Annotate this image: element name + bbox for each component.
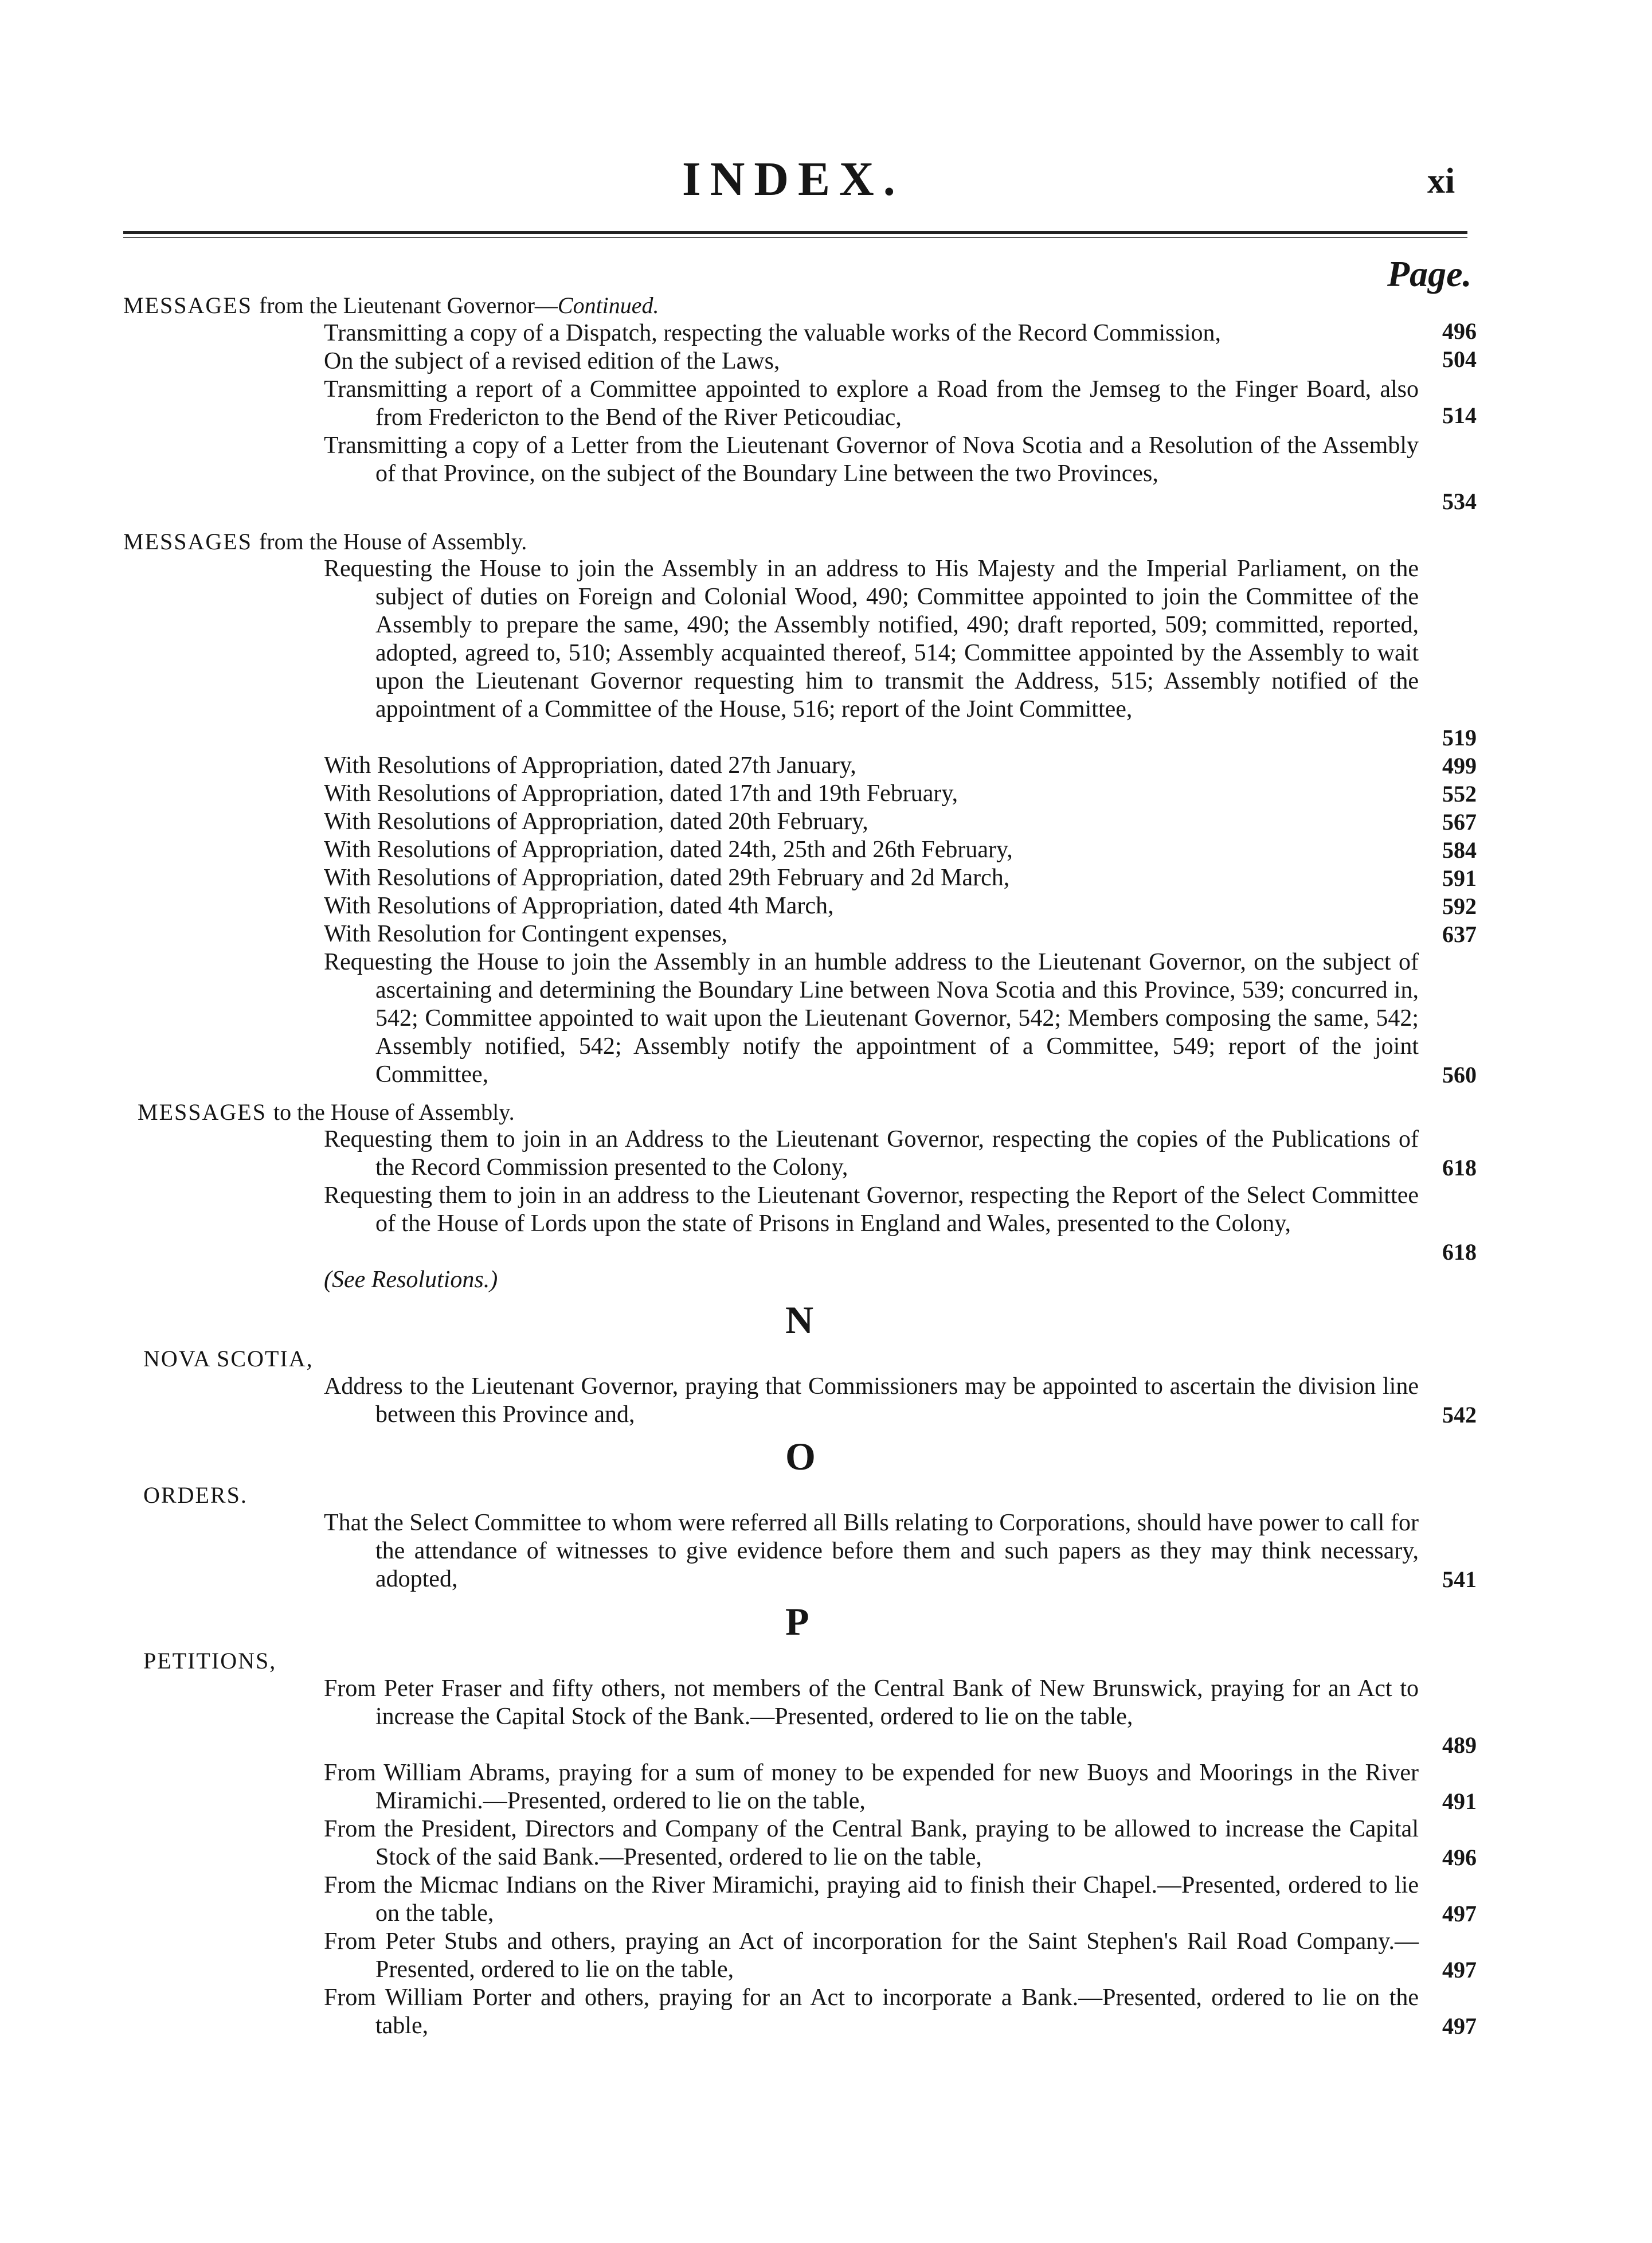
index-entry xyxy=(324,1759,1419,1815)
index-entry xyxy=(324,1373,1419,1429)
entry-page: 489 xyxy=(1442,1732,1477,1758)
entry-text: With Resolutions of Appropriation, dated 29th February and 2d March, xyxy=(324,865,1010,891)
heading-word: MESSAGES xyxy=(123,529,252,554)
entry-page: 499 xyxy=(1442,753,1477,779)
entry-page: 496 xyxy=(1442,318,1477,344)
entry-text: Transmitting a copy of a Dispatch, respecting the valuable works of the Record Commission, xyxy=(324,320,1221,346)
entry-text: With Resolutions of Appropriation, dated 24th, 25th and 26th February, xyxy=(324,837,1013,863)
header-rule-thin xyxy=(123,237,1467,238)
entry-text: Transmitting a report of a Committee appointed to explore a Road from the Jemseg to the Finger Board, also from Fredericton to the Bend of the River Peticoudiac, xyxy=(324,376,1419,431)
entry-text: From Peter Stubs and others, praying an Act of incorporation for the Saint Stephen's Rail Road Company.—Presented, ordered to lie on the table, xyxy=(324,1928,1419,1983)
heading-suffix: from the Lieutenant Governor— xyxy=(259,292,558,318)
heading-word: MESSAGES xyxy=(138,1099,267,1125)
entry-text: On the subject of a revised edition of the Laws, xyxy=(324,348,780,374)
index-entry xyxy=(324,1815,1419,1871)
entry-page: 504 xyxy=(1442,346,1477,372)
entry-text: That the Select Committee to whom were referred all Bills relating to Corporations, should have power to call for the attendance of witnesses to give evidence before them and such papers as they may think necessary, adopted, xyxy=(324,1510,1419,1592)
heading-suffix: to the House of Assembly. xyxy=(273,1099,515,1125)
entry-text: Requesting them to join in an address to the Lieutenant Governor, respecting the Report of the Select Committee of the House of Lords upon the state of Prisons in England and Wales, presented to the Colony, xyxy=(324,1182,1419,1237)
entry-text: With Resolutions of Appropriation, dated 17th and 19th February, xyxy=(324,780,958,807)
entry-page: 497 xyxy=(1442,2013,1477,2039)
section-letter: P xyxy=(785,1600,809,1643)
entry-page: 567 xyxy=(1442,809,1477,835)
section-heading xyxy=(143,1345,314,1373)
heading-word: MESSAGES xyxy=(123,292,252,318)
entry-text: Requesting them to join in an Address to the Lieutenant Governor, respecting the copies of the Publications of the Record Commission presented to the Colony, xyxy=(324,1126,1419,1181)
heading-word: ORDERS. xyxy=(143,1482,248,1508)
heading-word: PETITIONS, xyxy=(143,1648,277,1674)
entry-text: From Peter Fraser and fifty others, not members of the Central Bank of New Brunswick, praying for an Act to increase the Capital Stock of the Bank.—Presented, ordered to lie on the table, xyxy=(324,1675,1419,1730)
entry-page: 618 xyxy=(1442,1239,1477,1265)
index-entry xyxy=(324,864,1419,892)
section-heading xyxy=(143,1647,276,1675)
entry-text: Requesting the House to join the Assembly in an humble address to the Lieutenant Governor, on the subject of ascertaining and determining the Boundary Line between Nova Scotia and this Province, 539; concurred in, 542; Committee appointed to wait upon the Lieutenant Governor, 542; Members composing the same, 542; Assembly notified, 542; Assembly notify the appointment of a Committee, 549; report of the joint Committee, xyxy=(324,949,1419,1088)
entry-text: With Resolutions of Appropriation, dated 20th February, xyxy=(324,808,868,835)
index-entry xyxy=(324,948,1419,1089)
index-entry xyxy=(324,808,1419,836)
entry-text: From William Porter and others, praying for an Act to incorporate a Bank.—Presented, ordered to lie on the table, xyxy=(324,1984,1419,2039)
entry-text: From William Abrams, praying for a sum of money to be expended for new Buoys and Moorings in the River Miramichi.—Presented, ordered to lie on the table, xyxy=(324,1760,1419,1814)
index-entry xyxy=(324,347,1419,376)
index-entry xyxy=(324,752,1419,780)
entry-text: With Resolution for Contingent expenses, xyxy=(324,921,728,947)
index-entry xyxy=(324,892,1419,920)
index-entry xyxy=(324,432,1419,488)
index-entry xyxy=(324,1871,1419,1928)
entry-page: 541 xyxy=(1442,1566,1477,1592)
entry-text: Transmitting a copy of a Letter from the Lieutenant Governor of Nova Scotia and a Resolution of the Assembly of that Province, on the subject of the Boundary Line between the two Provinces, xyxy=(324,432,1419,487)
index-entry xyxy=(324,1675,1419,1731)
section-heading xyxy=(143,1481,248,1509)
index-entry xyxy=(324,555,1419,724)
index-entry xyxy=(324,780,1419,808)
see-also-note: (See Resolutions.) xyxy=(324,1267,498,1293)
heading-suffix: from the House of Assembly. xyxy=(259,529,527,554)
index-entry xyxy=(324,1928,1419,1984)
entry-page: 637 xyxy=(1442,921,1477,947)
entry-page: 497 xyxy=(1442,1901,1477,1927)
entry-text: With Resolutions of Appropriation, dated 27th January, xyxy=(324,752,856,779)
heading-continued: Continued. xyxy=(557,292,659,318)
entry-page: 542 xyxy=(1442,1402,1477,1428)
entry-page: 560 xyxy=(1442,1062,1477,1088)
entry-page: 491 xyxy=(1442,1788,1477,1814)
section-letter: N xyxy=(785,1298,814,1342)
heading-word: NOVA SCOTIA, xyxy=(143,1346,314,1371)
entry-text: Address to the Lieutenant Governor, praying that Commissioners may be appointed to ascertain the division line between this Province and, xyxy=(324,1373,1419,1428)
entry-page: 496 xyxy=(1442,1845,1477,1870)
entry-page: 592 xyxy=(1442,893,1477,919)
entry-page: 552 xyxy=(1442,781,1477,807)
entry-page: 618 xyxy=(1442,1155,1477,1181)
section-letter: O xyxy=(785,1435,816,1478)
index-entry xyxy=(324,319,1419,347)
index-entry xyxy=(324,376,1419,432)
entry-text: Requesting the House to join the Assembly in an address to His Majesty and the Imperial Parliament, on the subject of duties on Foreign and Colonial Wood, 490; Committee appointed to join the Committee of the Assembly to prepare the same, 490; the Assembly notified, 490; draft reported, 509; committed, reported, adopted, agreed to, 510; Assembly acquainted thereof, 514; Committee appointed by the Assembly to wait upon the Lieutenant Governor requesting him to transmit the Address, 515; Assembly notified of the appointment of a Committee of the House, 516; report of the Joint Committee, xyxy=(324,556,1419,722)
index-entry xyxy=(324,1984,1419,2040)
page-column-label: Page. xyxy=(1387,253,1472,294)
page-header xyxy=(0,154,1652,205)
entry-page: 591 xyxy=(1442,865,1477,891)
index-entry xyxy=(324,1509,1419,1593)
page-number: xi xyxy=(1427,162,1455,201)
entry-page: 514 xyxy=(1442,403,1477,428)
entry-text: From the Micmac Indians on the River Miramichi, praying aid to finish their Chapel.—Presented, ordered to lie on the table, xyxy=(324,1872,1419,1927)
page-title: INDEX. xyxy=(682,153,905,206)
entry-page: 519 xyxy=(1442,725,1477,751)
section-heading xyxy=(123,527,527,556)
entry-page: 584 xyxy=(1442,837,1477,863)
section-heading xyxy=(123,291,659,319)
index-entry xyxy=(324,836,1419,864)
index-entry xyxy=(324,1182,1419,1238)
entry-page: 497 xyxy=(1442,1957,1477,1983)
entry-text: With Resolutions of Appropriation, dated 4th March, xyxy=(324,893,834,919)
index-entry xyxy=(324,1126,1419,1182)
section-heading xyxy=(138,1098,515,1126)
header-rule-thick xyxy=(123,231,1467,234)
entry-text: From the President, Directors and Company of the Central Bank, praying to be allowed to increase the Capital Stock of the said Bank.—Presented, ordered to lie on the table, xyxy=(324,1816,1419,1870)
entry-page: 534 xyxy=(1442,489,1477,514)
index-entry xyxy=(324,920,1419,948)
